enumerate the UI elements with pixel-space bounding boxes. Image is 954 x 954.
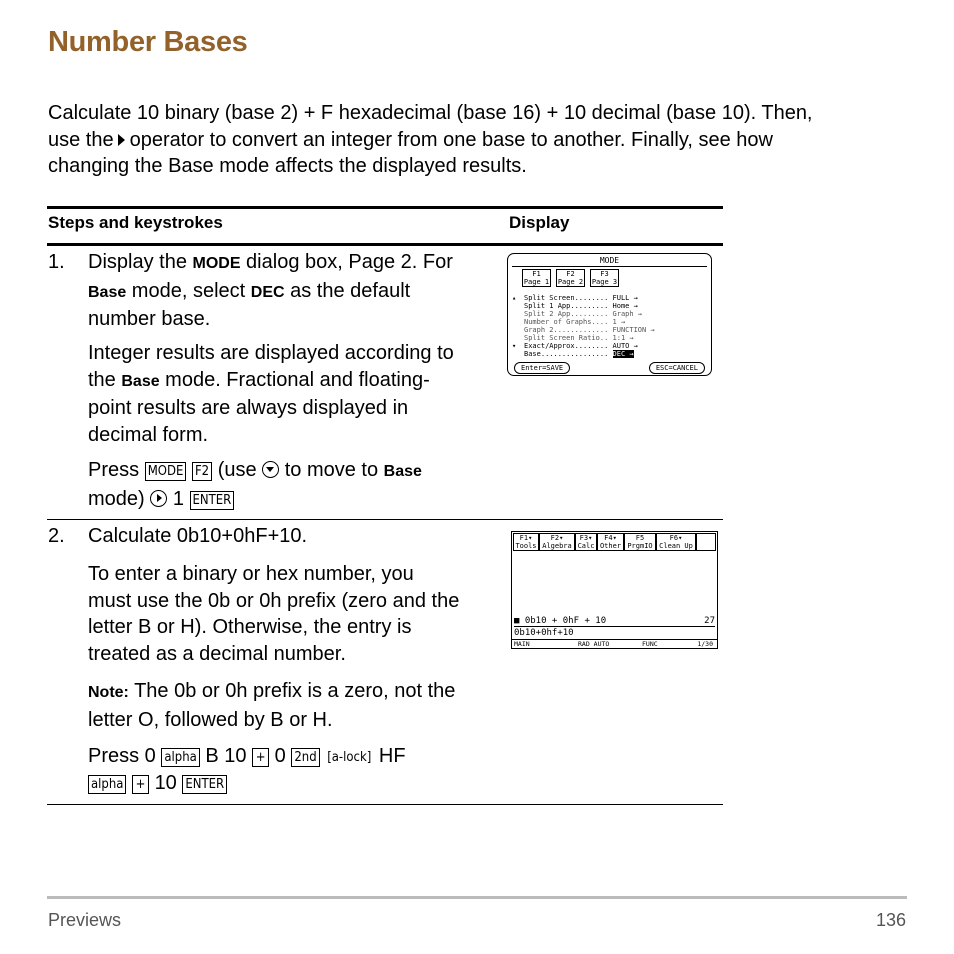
a-lock-key: [a-lock] bbox=[327, 750, 372, 765]
table-top-rule bbox=[47, 206, 723, 209]
down-arrow-key-icon bbox=[262, 461, 279, 478]
mode-row-split-ratio: Split Screen Ratio.. 1:1 → bbox=[524, 334, 634, 342]
column-header-steps: Steps and keystrokes bbox=[48, 213, 223, 232]
entry-line: 0b10+0hf+10 bbox=[514, 628, 574, 638]
step-1-keystrokes: Press MODE F2 (use to move to Base mode) 1 ENTER bbox=[88, 459, 422, 510]
intro-line-3: changing the Base mode affects the displayed results. bbox=[48, 155, 527, 177]
mode-dialog-screenshot bbox=[507, 253, 712, 376]
mode-row-base: Base................ DEC → bbox=[524, 350, 634, 358]
toolbar-algebra: F2▾ Algebra bbox=[539, 533, 575, 551]
step-divider bbox=[47, 519, 723, 520]
enter-key-2: ENTER bbox=[182, 775, 227, 794]
save-button: Enter=SAVE bbox=[514, 362, 570, 374]
mode-row-number-graphs: Number of Graphs.... 1 → bbox=[524, 318, 626, 326]
intro-paragraph bbox=[48, 100, 908, 180]
plus-key: + bbox=[252, 748, 269, 767]
intro-line-2: use the operator to convert an integer from one base to another. Finally, see how bbox=[48, 128, 773, 151]
step-1-paragraph-2: Integer results are displayed according to the Base mode. Fractional and floating- point results are always displayed in decimal form. bbox=[88, 342, 454, 446]
step-2-number: 2. bbox=[48, 525, 65, 547]
toolbar-other: F4▾ Other bbox=[597, 533, 624, 551]
step-2-note: Note: The 0b or 0h prefix is a zero, not the letter O, followed by B or H. bbox=[88, 680, 456, 731]
second-key: 2nd bbox=[291, 748, 319, 767]
tab-page-1: F1 Page 1 bbox=[523, 270, 550, 286]
tab-page-2: F2 Page 2 bbox=[557, 270, 584, 286]
right-arrow-key-icon bbox=[150, 490, 167, 507]
tab-page-3: F3 Page 3 bbox=[591, 270, 618, 286]
toolbar-blank bbox=[696, 533, 716, 551]
dialog-title-rule bbox=[512, 266, 707, 267]
toolbar-cleanup: F6▾ Clean Up bbox=[656, 533, 696, 551]
f2-key: F2 bbox=[192, 462, 212, 481]
toolbar-tools: F1▾ Tools bbox=[513, 533, 539, 551]
step-2-paragraph-2: To enter a binary or hex number, you must use the 0b or 0h prefix (zero and the letter B or H). Otherwise, the entry is treated as a decimal number. bbox=[88, 563, 460, 665]
mode-row-exact-approx: Exact/Approx........ AUTO → bbox=[524, 342, 638, 350]
toolbar-calc: F3▾ Calc bbox=[575, 533, 597, 551]
home-screen-screenshot bbox=[511, 531, 718, 649]
page-number: 136 bbox=[875, 910, 906, 930]
step-2-keystrokes: Press 0 alpha B 10 + 0 2nd [a-lock] HF alpha + 10 ENTER bbox=[88, 745, 406, 794]
plus-key-2: + bbox=[132, 775, 149, 794]
alpha-key-2: alpha bbox=[88, 775, 126, 794]
mode-row-split-screen: Split Screen........ FULL → bbox=[524, 294, 638, 302]
intro-line-1: Calculate 10 binary (base 2) + F hexadecimal (base 16) + 10 decimal (base 10). Then, bbox=[48, 102, 813, 124]
cancel-button: ESC=CANCEL bbox=[649, 362, 705, 374]
mode-row-split1-app: Split 1 App......... Home → bbox=[524, 302, 638, 310]
status-bar: MAIN RAD AUTO FUNC 1/30 bbox=[512, 639, 717, 649]
table-header-rule bbox=[47, 243, 723, 246]
column-header-display: Display bbox=[509, 213, 570, 232]
scroll-down-icon: ▾ bbox=[512, 342, 517, 350]
alpha-key: alpha bbox=[161, 748, 199, 767]
toolbar-prgmio: F5 PrgmIO bbox=[624, 533, 656, 551]
step-1-number: 1. bbox=[48, 251, 65, 273]
history-entry: ■ 0b10 + 0hF + 10 27 bbox=[514, 616, 715, 626]
mode-row-graph2: Graph 2............. FUNCTION → bbox=[524, 326, 655, 334]
note-label: Note: bbox=[88, 684, 129, 701]
convert-operator-icon bbox=[118, 134, 125, 146]
step-2-paragraph-1: Calculate 0b10+0hF+10. bbox=[88, 525, 308, 547]
scroll-up-icon: ▴ bbox=[512, 294, 517, 302]
mode-row-split2-app: Split 2 App......... Graph → bbox=[524, 310, 643, 318]
dialog-title: MODE bbox=[599, 256, 620, 265]
step-1-paragraph-1: Display the MODE dialog box, Page 2. For Base mode, select DEC as the default number base. bbox=[88, 251, 453, 330]
table-bottom-rule bbox=[47, 804, 723, 805]
enter-key: ENTER bbox=[190, 491, 235, 510]
entry-line-rule bbox=[514, 626, 715, 627]
footer-section: Previews bbox=[48, 910, 122, 930]
mode-key: MODE bbox=[145, 462, 187, 481]
page-title: Number Bases bbox=[48, 26, 248, 58]
footer-rule bbox=[47, 896, 907, 899]
